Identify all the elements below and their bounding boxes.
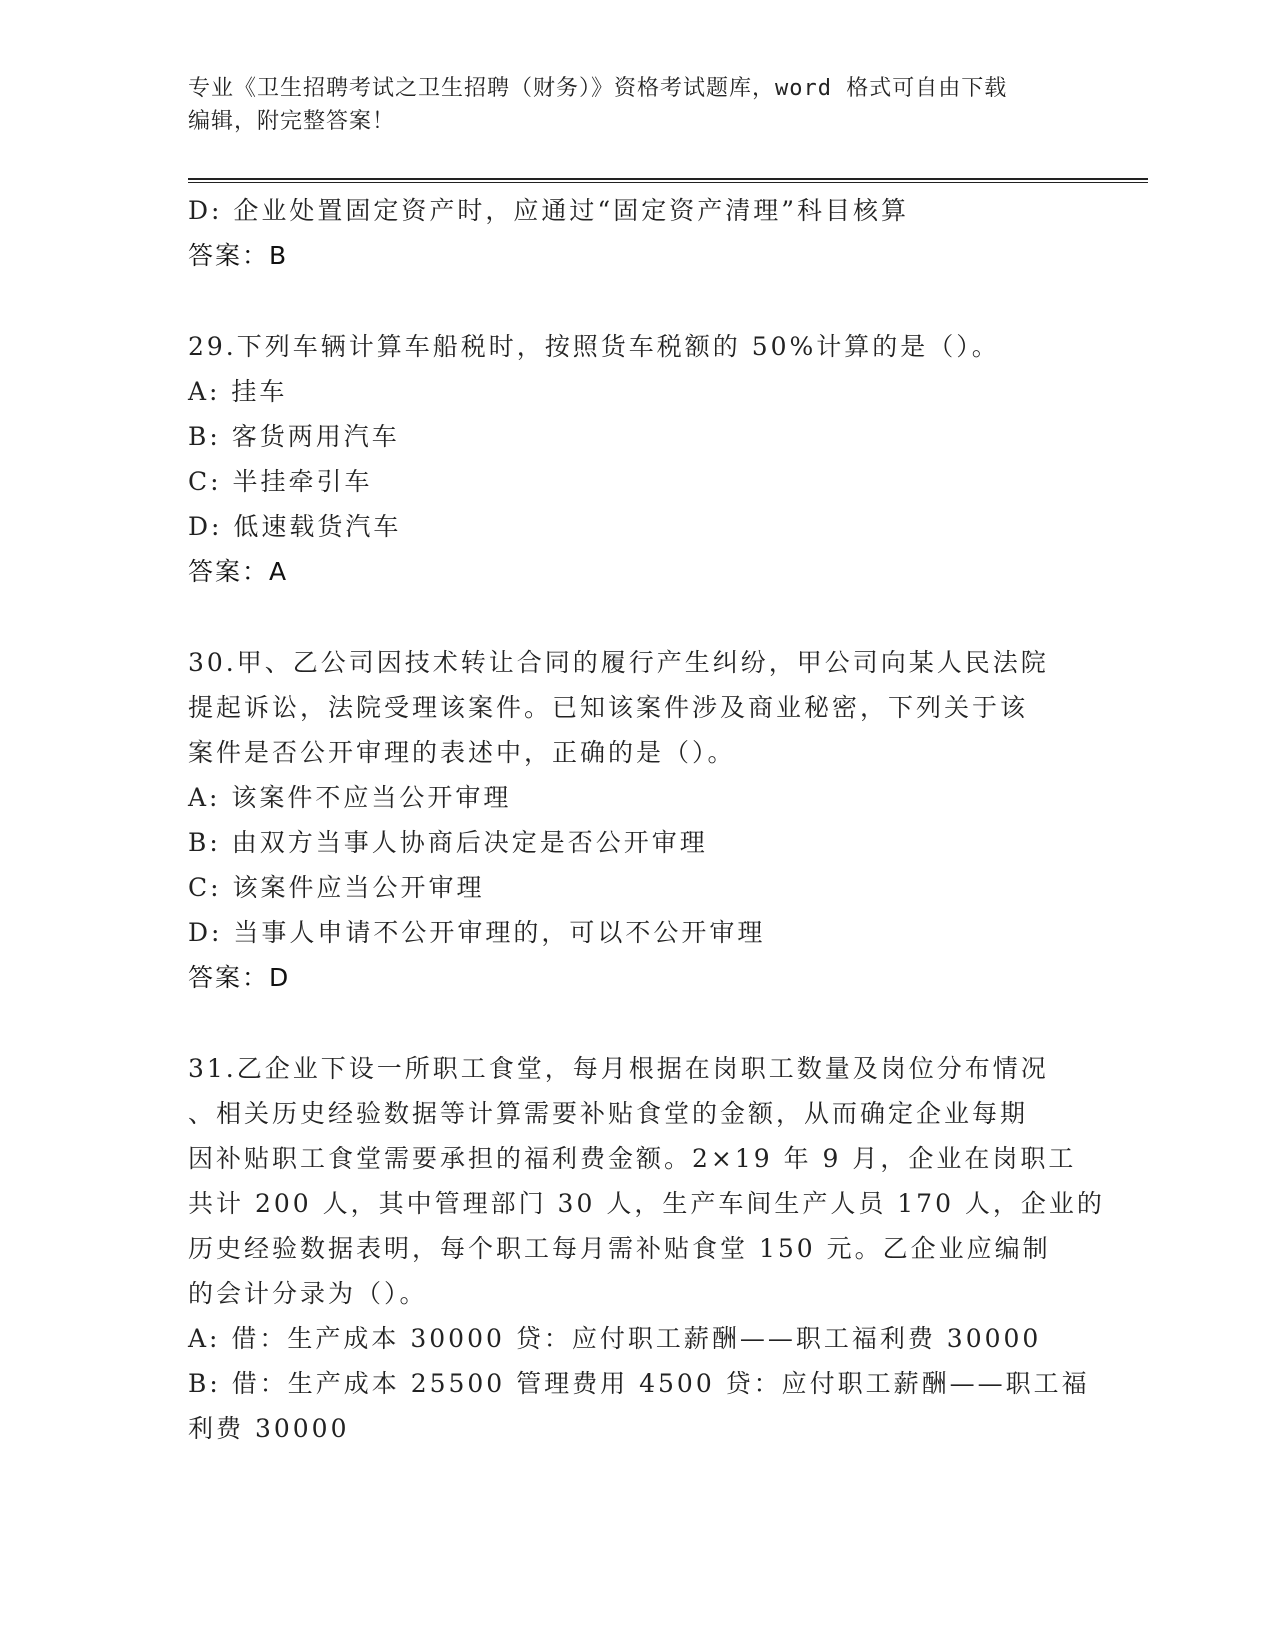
spacer	[188, 594, 1078, 640]
option-b: B: 由双方当事人协商后决定是否公开审理	[188, 828, 708, 857]
header-divider	[188, 178, 1148, 183]
question-stem-line: 提起诉讼，法院受理该案件。已知该案件涉及商业秘密，下列关于该	[188, 693, 1029, 722]
question-stem-line: 30.甲、乙公司因技术转让合同的履行产生纠纷，甲公司向某人民法院	[188, 648, 1049, 677]
question-29	[188, 324, 1078, 594]
question-30	[188, 640, 1078, 1000]
option-d: D: 当事人申请不公开审理的，可以不公开审理	[188, 918, 766, 947]
option-c: C: 该案件应当公开审理	[188, 873, 485, 902]
option-d: D: 企业处置固定资产时，应通过“固定资产清理”科目核算	[188, 196, 909, 225]
option-c: C: 半挂牵引车	[188, 467, 373, 496]
question-stem-line: 、相关历史经验数据等计算需要补贴食堂的金额，从而确定企业每期	[188, 1099, 1029, 1128]
answer-label: 答案：A	[188, 557, 289, 586]
question-stem-line: 案件是否公开审理的表述中，正确的是（）。	[188, 738, 736, 767]
question-stem-line: 的会计分录为（）。	[188, 1279, 428, 1308]
header-line-1: 专业《卫生招聘考试之卫生招聘（财务）》资格考试题库，word 格式可自由下载	[188, 76, 1008, 101]
option-a: A: 该案件不应当公开审理	[188, 783, 512, 812]
option-a: A: 借：生产成本 30000 贷：应付职工薪酬——职工福利费 30000	[188, 1324, 1042, 1353]
answer-label: 答案：B	[188, 241, 289, 270]
option-b: B: 借：生产成本 25500 管理费用 4500 贷：应付职工薪酬——职工福	[188, 1369, 1090, 1398]
option-b-continued: 利费 30000	[188, 1414, 350, 1443]
question-28-tail	[188, 188, 1078, 278]
question-stem-line: 共计 200 人，其中管理部门 30 人，生产车间生产人员 170 人，企业的	[188, 1189, 1105, 1218]
question-stem-line: 历史经验数据表明，每个职工每月需补贴食堂 150 元。乙企业应编制	[188, 1234, 1051, 1263]
header-line-2: 编辑，附完整答案！	[188, 109, 396, 134]
question-stem-line: 因补贴职工食堂需要承担的福利费金额。2×19 年 9 月，企业在岗职工	[188, 1144, 1077, 1173]
answer-label: 答案：D	[188, 963, 291, 992]
spacer	[188, 278, 1078, 324]
option-d: D: 低速载货汽车	[188, 512, 402, 541]
option-b: B: 客货两用汽车	[188, 422, 400, 451]
question-stem-line: 31.乙企业下设一所职工食堂，每月根据在岗职工数量及岗位分布情况	[188, 1054, 1049, 1083]
question-content	[188, 188, 1105, 1451]
document-header	[188, 72, 1068, 138]
spacer	[188, 1000, 1078, 1046]
question-31	[188, 1046, 1105, 1451]
option-a: A: 挂车	[188, 377, 288, 406]
question-stem: 29.下列车辆计算车船税时，按照货车税额的 50%计算的是（）。	[188, 332, 1000, 361]
